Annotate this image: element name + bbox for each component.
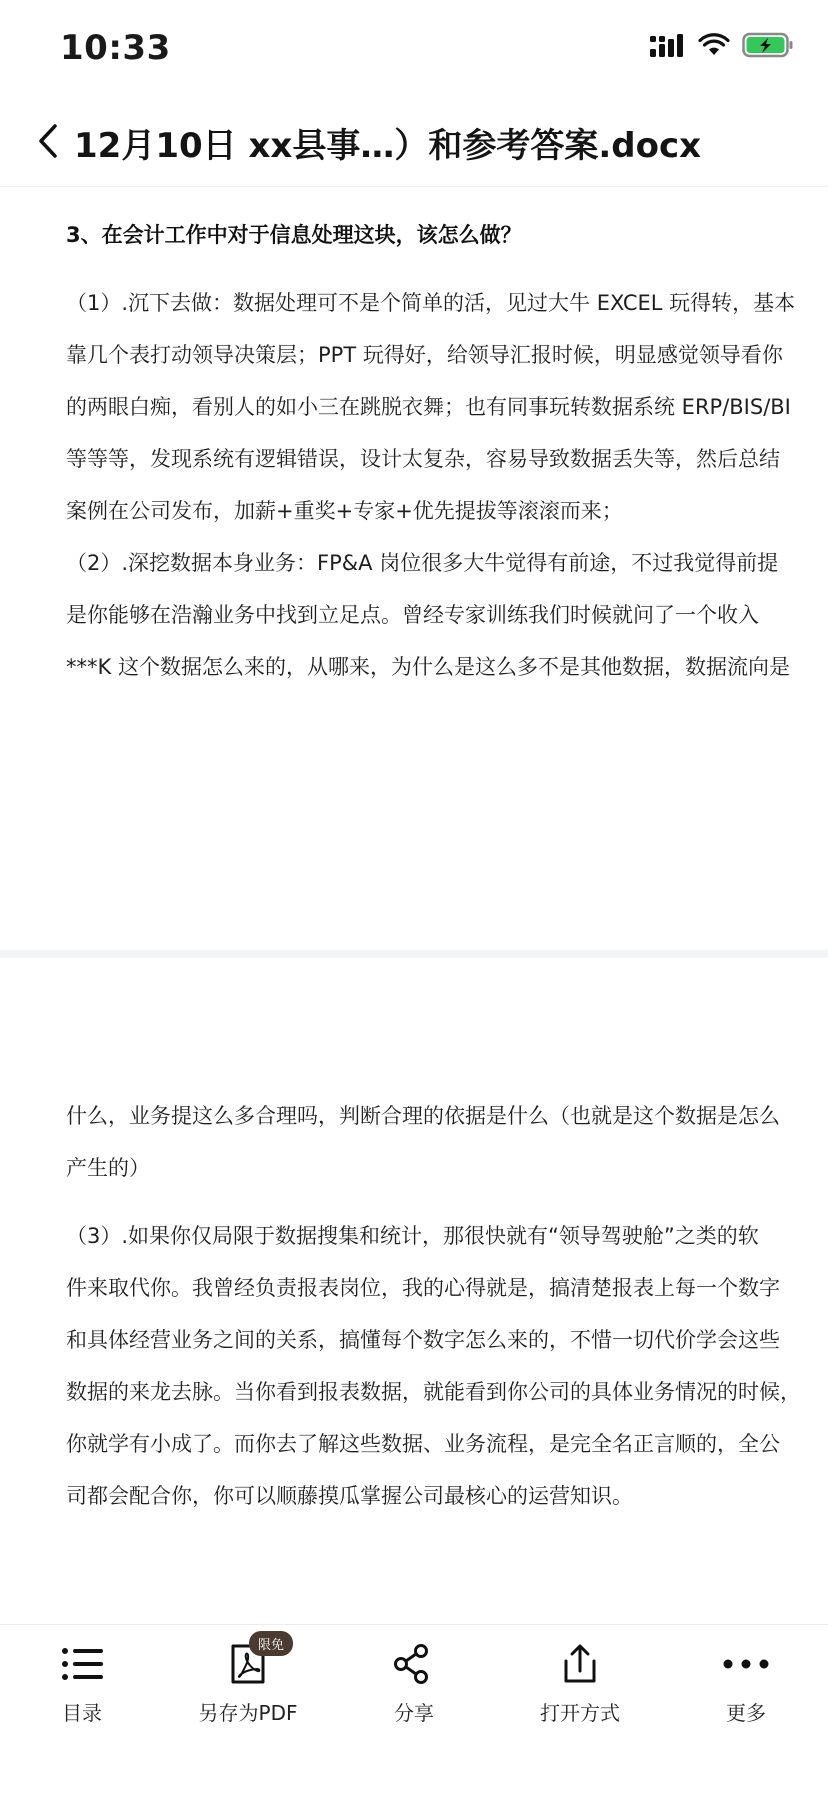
toc-button[interactable] (12, 1625, 152, 1745)
nav-bar (0, 96, 828, 187)
share-icon (393, 1643, 435, 1685)
paragraph-line: 的两眼白痴，看别人的如小三在跳脱衣舞；也有同事玩转数据系统 ERP/BIS/BI (66, 395, 791, 419)
paragraph-line: 什么，业务提这么多合理吗，判断合理的依据是什么（也就是这个数据是怎么 (66, 1104, 780, 1128)
share-label: 分享 (394, 1701, 434, 1725)
cellular-signal-icon (650, 33, 686, 57)
paragraph-line: 等等等，发现系统有逻辑错误，设计太复杂，容易导致数据丢失等，然后总结 (66, 447, 780, 471)
open-with-button[interactable] (510, 1625, 650, 1745)
document-page-1[interactable] (0, 187, 828, 950)
more-button[interactable] (676, 1625, 816, 1745)
paragraph-line: ***K 这个数据怎么来的，从哪来，为什么是这么多不是其他数据，数据流向是 (66, 655, 790, 679)
paragraph-line: 件来取代你。我曾经负责报表岗位，我的心得就是，搞清楚报表上每一个数字 (66, 1276, 780, 1300)
back-button[interactable] (28, 118, 68, 164)
bottom-toolbar (0, 1624, 828, 1793)
chevron-left-icon (37, 123, 59, 159)
paragraph-line: 和具体经营业务之间的关系，搞懂每个数字怎么来的，不惜一切代价学会这些 (66, 1328, 780, 1352)
status-time: 10:33 (60, 28, 171, 68)
save-as-pdf-label: 另存为PDF (198, 1701, 298, 1725)
document-title: 12月10日 xx县事…）和参考答案.docx (74, 126, 702, 166)
paragraph-line: （1）.沉下去做：数据处理可不是个简单的活，见过大牛 EXCEL 玩得转，基本 (66, 291, 796, 315)
save-as-pdf-button[interactable] (178, 1625, 318, 1745)
list-icon (61, 1646, 103, 1682)
question-heading: 3、在会计工作中对于信息处理这块，该怎么做？ (66, 223, 522, 247)
paragraph-line: 案例在公司发布，加薪+重奖+专家+优先提拔等滚滚而来； (66, 499, 623, 523)
battery-charging-icon (742, 32, 794, 58)
toc-label: 目录 (62, 1701, 102, 1725)
free-badge: 限免 (249, 1631, 293, 1656)
document-page-2[interactable] (0, 958, 828, 1624)
paragraph-line: （2）.深挖数据本身业务：FP&A 岗位很多大牛觉得有前途，不过我觉得前提 (66, 551, 779, 575)
wifi-icon (698, 33, 730, 57)
paragraph-line: （3）.如果你仅局限于数据搜集和统计，那很快就有“领导驾驶舱”之类的软 (66, 1224, 759, 1248)
share-button[interactable] (344, 1625, 484, 1745)
open-with-label: 打开方式 (540, 1701, 620, 1725)
more-label: 更多 (726, 1701, 766, 1725)
paragraph-line: 靠几个表打动领导决策层；PPT 玩得好，给领导汇报时候，明显感觉领导看你 (66, 343, 783, 367)
paragraph-line: 是你能够在浩瀚业务中找到立足点。曾经专家训练我们时候就问了一个收入 (66, 603, 759, 627)
open-with-icon (560, 1643, 600, 1685)
more-icon (723, 1658, 769, 1670)
status-bar (0, 0, 828, 96)
paragraph-line: 司都会配合你，你可以顺藤摸瓜掌握公司最核心的运营知识。 (66, 1484, 633, 1508)
paragraph-line: 产生的） (66, 1156, 150, 1180)
paragraph-line: 你就学有小成了。而你去了解这些数据、业务流程，是完全名正言顺的，全公 (66, 1432, 780, 1456)
page-separator (0, 950, 828, 958)
paragraph-line: 数据的来龙去脉。当你看到报表数据，就能看到你公司的具体业务情况的时候， (66, 1380, 801, 1404)
status-icons (650, 32, 794, 58)
